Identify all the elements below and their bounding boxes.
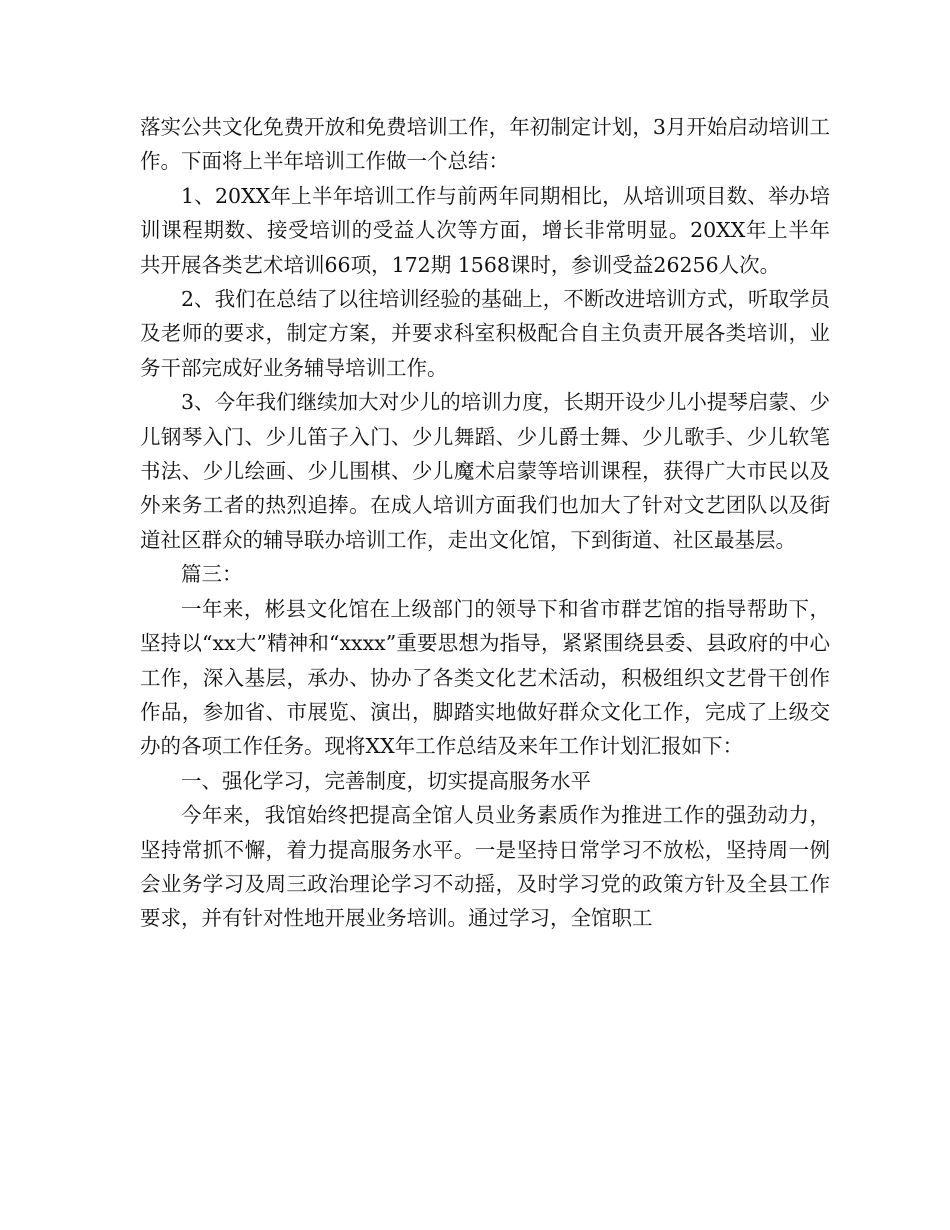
paragraph-item-2: 2、我们在总结了以往培训经验的基础上，不断改进培训方式，听取学员及老师的要求，制定方案，并要求科室积极配合自主负责开展各类培训，业务干部完成好业务辅导培训工作。 xyxy=(140,287,830,380)
paragraph-item-3: 3、今年我们继续加大对少儿的培训力度，长期开设少儿小提琴启蒙、少儿钢琴入门、少儿笛子入门、少儿舞蹈、少儿爵士舞、少儿歌手、少儿软笔书法、少儿绘画、少儿围棋、少儿魔术启蒙等培训课程，获得广大市民以及外来务工者的热烈追捧。在成人培训方面我们也加大了针对文艺团队以及街道社区群众的辅导联办培训工作，走出文化馆，下到街道、社区最基层。 xyxy=(140,390,830,552)
subsection-heading: 一、强化学习，完善制度，切实提高服务水平 xyxy=(181,768,591,793)
paragraph-intro: 落实公共文化免费开放和免费培训工作，年初制定计划，3月开始启动培训工作。下面将上半年培训工作做一个总结： xyxy=(140,115,830,174)
paragraph-item-1: 1、20XX年上半年培训工作与前两年同期相比，从培训项目数、举办培训课程期数、接受培训的受益人次等方面，增长非常明显。20XX年上半年共开展各类艺术培训66项，172期 1568课时，参训受益26256人次。 xyxy=(140,183,830,277)
document-body xyxy=(140,110,830,936)
section-heading: 篇三： xyxy=(181,562,243,587)
paragraph-subsection-body: 今年来，我馆始终把提高全馆人员业务素质作为推进工作的强劲动力，坚持常抓不懈，着力提高服务水平。一是坚持日常学习不放松，坚持周一例会业务学习及周三政治理论学习不动摇，及时学习党的政策方针及全县工作要求，并有针对性地开展业务培训。通过学习，全馆职工 xyxy=(140,803,830,931)
paragraph-section-intro: 一年来，彬县文化馆在上级部门的领导下和省市群艺馆的指导帮助下，坚持以“xx大”精神和“xxxx”重要思想为指导，紧紧围绕县委、县政府的中心工作，深入基层，承办、协办了各类文化艺术活动，积极组织文艺骨干创作作品，参加省、市展览、演出，脚踏实地做好群众文化工作，完成了上级交办的各项工作任务。现将XX年工作总结及来年工作计划汇报如下： xyxy=(140,596,830,759)
